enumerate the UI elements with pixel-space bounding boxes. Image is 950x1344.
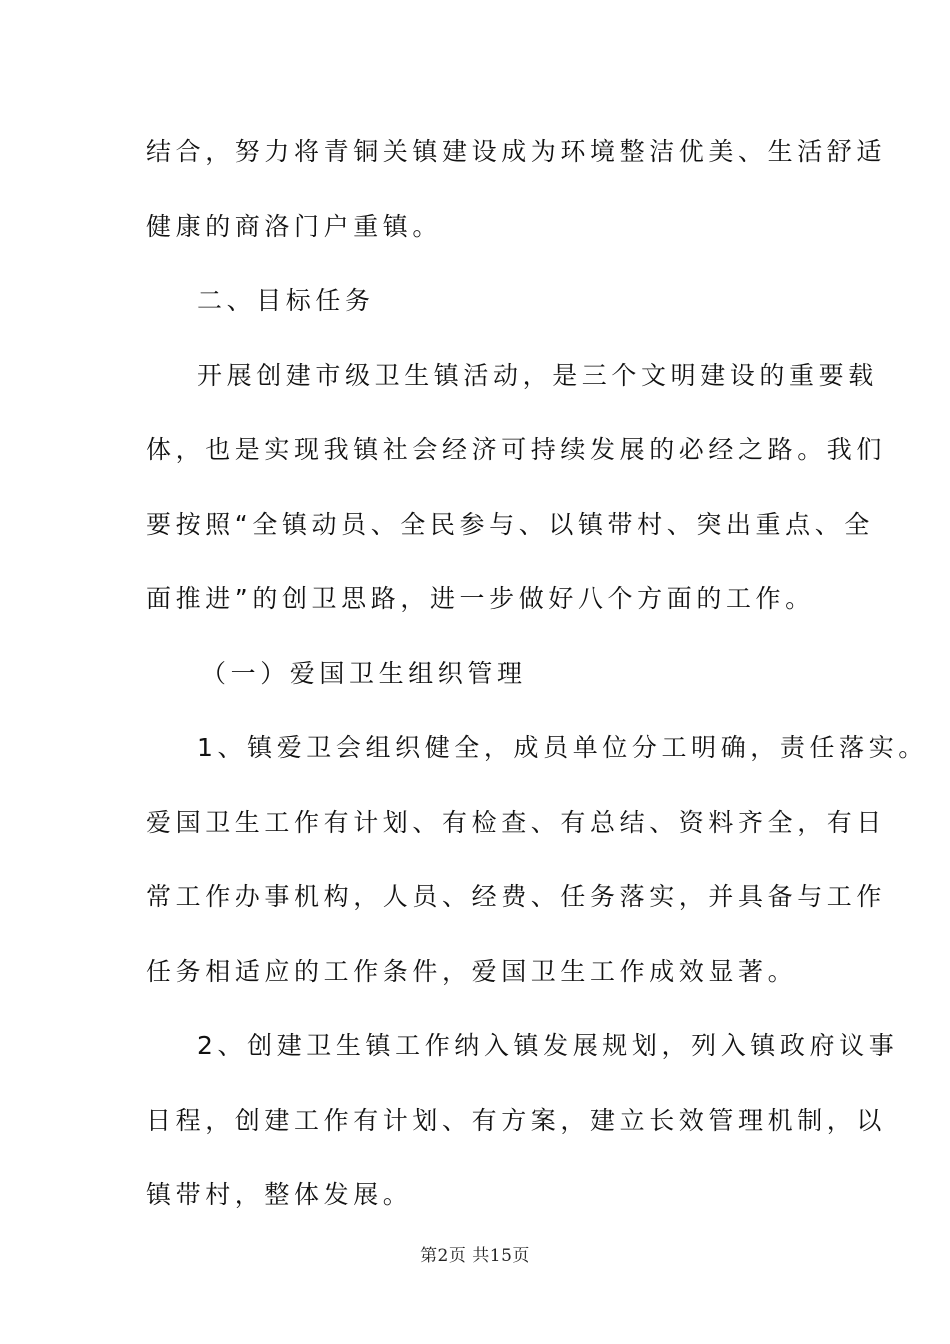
- body-text-line: 日程，创建工作有计划、有方案，建立长效管理机制，以: [146, 1106, 887, 1135]
- body-text-line: 面推进”的创卫思路，进一步做好八个方面的工作。: [146, 584, 815, 613]
- body-text-line: 健康的商洛门户重镇。: [146, 212, 443, 241]
- body-text-line: 1、镇爱卫会组织健全，成员单位分工明确，责任落实。: [197, 733, 928, 762]
- body-text-line: 2、创建卫生镇工作纳入镇发展规划，列入镇政府议事: [197, 1031, 899, 1060]
- section-heading: 二、目标任务: [197, 286, 375, 315]
- page-number-footer: 第2页 共15页: [420, 1246, 530, 1266]
- body-text-line: 体，也是实现我镇社会经济可持续发展的必经之路。我们: [146, 435, 887, 464]
- body-text-line: 任务相适应的工作条件，爱国卫生工作成效显著。: [146, 957, 798, 986]
- body-text-line: 爱国卫生工作有计划、有检查、有总结、资料齐全，有日: [146, 808, 887, 837]
- body-text-line: 开展创建市级卫生镇活动，是三个文明建设的重要载: [197, 361, 878, 390]
- body-text-line: 镇带村，整体发展。: [146, 1180, 413, 1209]
- body-text-line: 结合，努力将青铜关镇建设成为环境整洁优美、生活舒适: [146, 137, 887, 166]
- subsection-heading: （一）爱国卫生组织管理: [201, 659, 527, 688]
- body-text-line: 要按照“全镇动员、全民参与、以镇带村、突出重点、全: [146, 510, 874, 539]
- body-text-line: 常工作办事机构，人员、经费、任务落实，并具备与工作: [146, 882, 887, 911]
